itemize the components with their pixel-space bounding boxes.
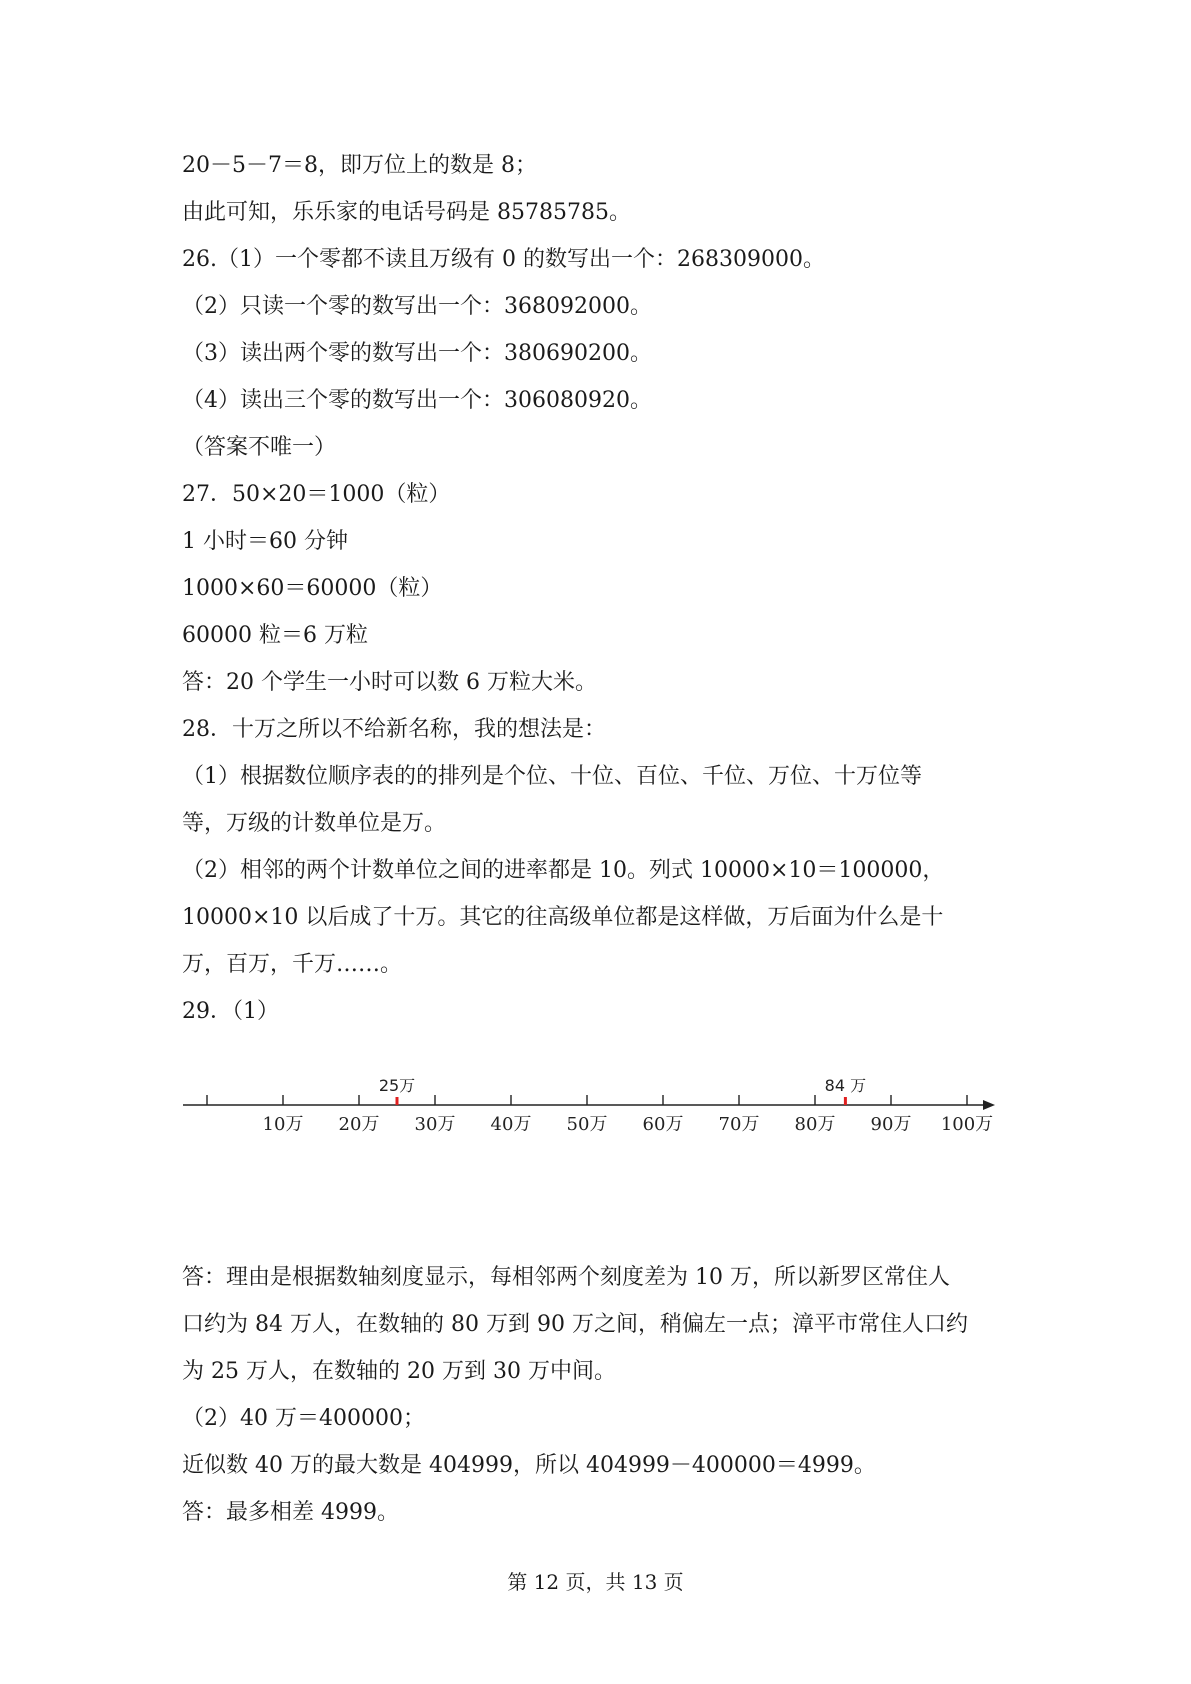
text-line: （答案不唯一）	[182, 435, 337, 460]
number-line-mark-label: 84 万	[824, 1076, 867, 1095]
number-line-svg	[0, 1060, 1191, 1150]
answer-line: 答：最多相差 4999。	[182, 1500, 399, 1525]
text-line: 20－5－7＝8，即万位上的数是 8；	[182, 153, 537, 178]
text-line: 60000 粒＝6 万粒	[182, 623, 368, 648]
number-line-tick-label: 10万	[262, 1114, 304, 1135]
text-line: （2）只读一个零的数写出一个：368092000。	[182, 294, 652, 319]
text-line: 答：20 个学生一小时可以数 6 万粒大米。	[182, 670, 597, 695]
text-line: 由此可知，乐乐家的电话号码是 85785785。	[182, 200, 631, 225]
number-line-tick-label: 70万	[718, 1114, 760, 1135]
text-line: （3）读出两个零的数写出一个：380690200。	[182, 341, 652, 366]
number-line-tick-label: 40万	[490, 1114, 532, 1135]
answer-line: 口约为 84 万人，在数轴的 80 万到 90 万之间，稍偏左一点；漳平市常住人口约	[182, 1312, 968, 1337]
number-line-mark-label: 25万	[378, 1076, 416, 1095]
text-line: 1 小时＝60 分钟	[182, 529, 348, 554]
question-28-heading: 28．十万之所以不给新名称，我的想法是：	[182, 717, 606, 742]
number-line-tick-label: 30万	[414, 1114, 456, 1135]
question-29-heading: 29．（1）	[182, 999, 279, 1024]
text-line: （2）相邻的两个计数单位之间的进率都是 10。列式 10000×10＝100000，	[182, 858, 945, 883]
answer-line: （2）40 万＝400000；	[182, 1406, 425, 1431]
number-line-tick-label: 80万	[794, 1114, 836, 1135]
number-line-tick-label: 100万	[940, 1114, 994, 1135]
number-line-tick-label: 60万	[642, 1114, 684, 1135]
text-line: 1000×60＝60000（粒）	[182, 576, 443, 601]
number-line-tick-label: 50万	[566, 1114, 608, 1135]
answer-line: 答：理由是根据数轴刻度显示，每相邻两个刻度差为 10 万，所以新罗区常住人	[182, 1265, 950, 1290]
question-26-heading: 26.（1）一个零都不读且万级有 0 的数写出一个：268309000。	[182, 247, 825, 272]
text-line: 10000×10 以后成了十万。其它的往高级单位都是这样做，万后面为什么是十	[182, 905, 944, 930]
answer-line: 为 25 万人，在数轴的 20 万到 30 万中间。	[182, 1359, 616, 1384]
text-line: 万，百万，千万……。	[182, 952, 403, 977]
number-line-arrow	[983, 1100, 995, 1110]
number-line-tick-label: 20万	[338, 1114, 380, 1135]
page-footer: 第 12 页，共 13 页	[507, 1570, 684, 1594]
text-line: 等，万级的计数单位是万。	[182, 811, 447, 836]
question-27-heading: 27．50×20＝1000（粒）	[182, 482, 451, 507]
text-line: （4）读出三个零的数写出一个：306080920。	[182, 388, 652, 413]
number-line	[0, 1060, 1191, 1150]
number-line-tick-label: 90万	[870, 1114, 912, 1135]
answer-line: 近似数 40 万的最大数是 404999，所以 404999－400000＝4999。	[182, 1453, 876, 1478]
text-line: （1）根据数位顺序表的的排列是个位、十位、百位、千位、万位、十万位等	[182, 764, 922, 789]
